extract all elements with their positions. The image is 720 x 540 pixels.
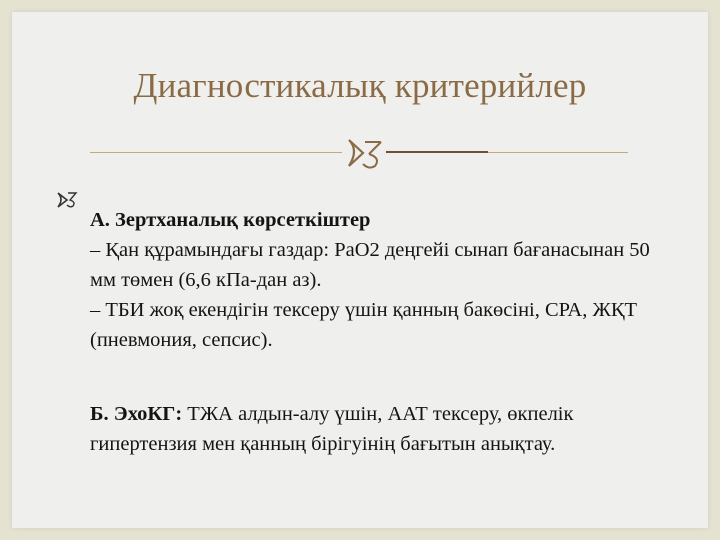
title-divider-left <box>90 152 342 153</box>
section-a-heading: А. Зертханалық көрсеткіштер <box>90 209 371 231</box>
section-b-heading: Б. ЭхоКГ: <box>90 403 183 425</box>
section-a-line-1: ‒ Қан құрамындағы газдар: РаО2 деңгейі сынап бағанасынан 50 мм төмен (6,6 кПа-дан аз). <box>90 239 650 291</box>
title-divider-right <box>488 152 628 153</box>
title-divider-mid <box>386 151 488 153</box>
slide-body <box>90 205 680 459</box>
section-b-paragraph <box>90 399 680 459</box>
slide-title: Диагностикалық критерийлер <box>133 66 587 105</box>
section-a-line-2: ‒ ТБИ жоқ екендігін тексеру үшін қанның бакөсіні, СРА, ЖҚТ (пневмония, сепсис). <box>90 299 638 351</box>
sparkle-bullet-icon <box>56 191 78 209</box>
section-b-text: ТЖА алдын-алу үшін, ААТ тексеру, өкпелік гипертензия мен қанның бірігуінің бағытын анықтау. <box>90 403 574 455</box>
sparkle-bullet-icon <box>345 136 385 170</box>
